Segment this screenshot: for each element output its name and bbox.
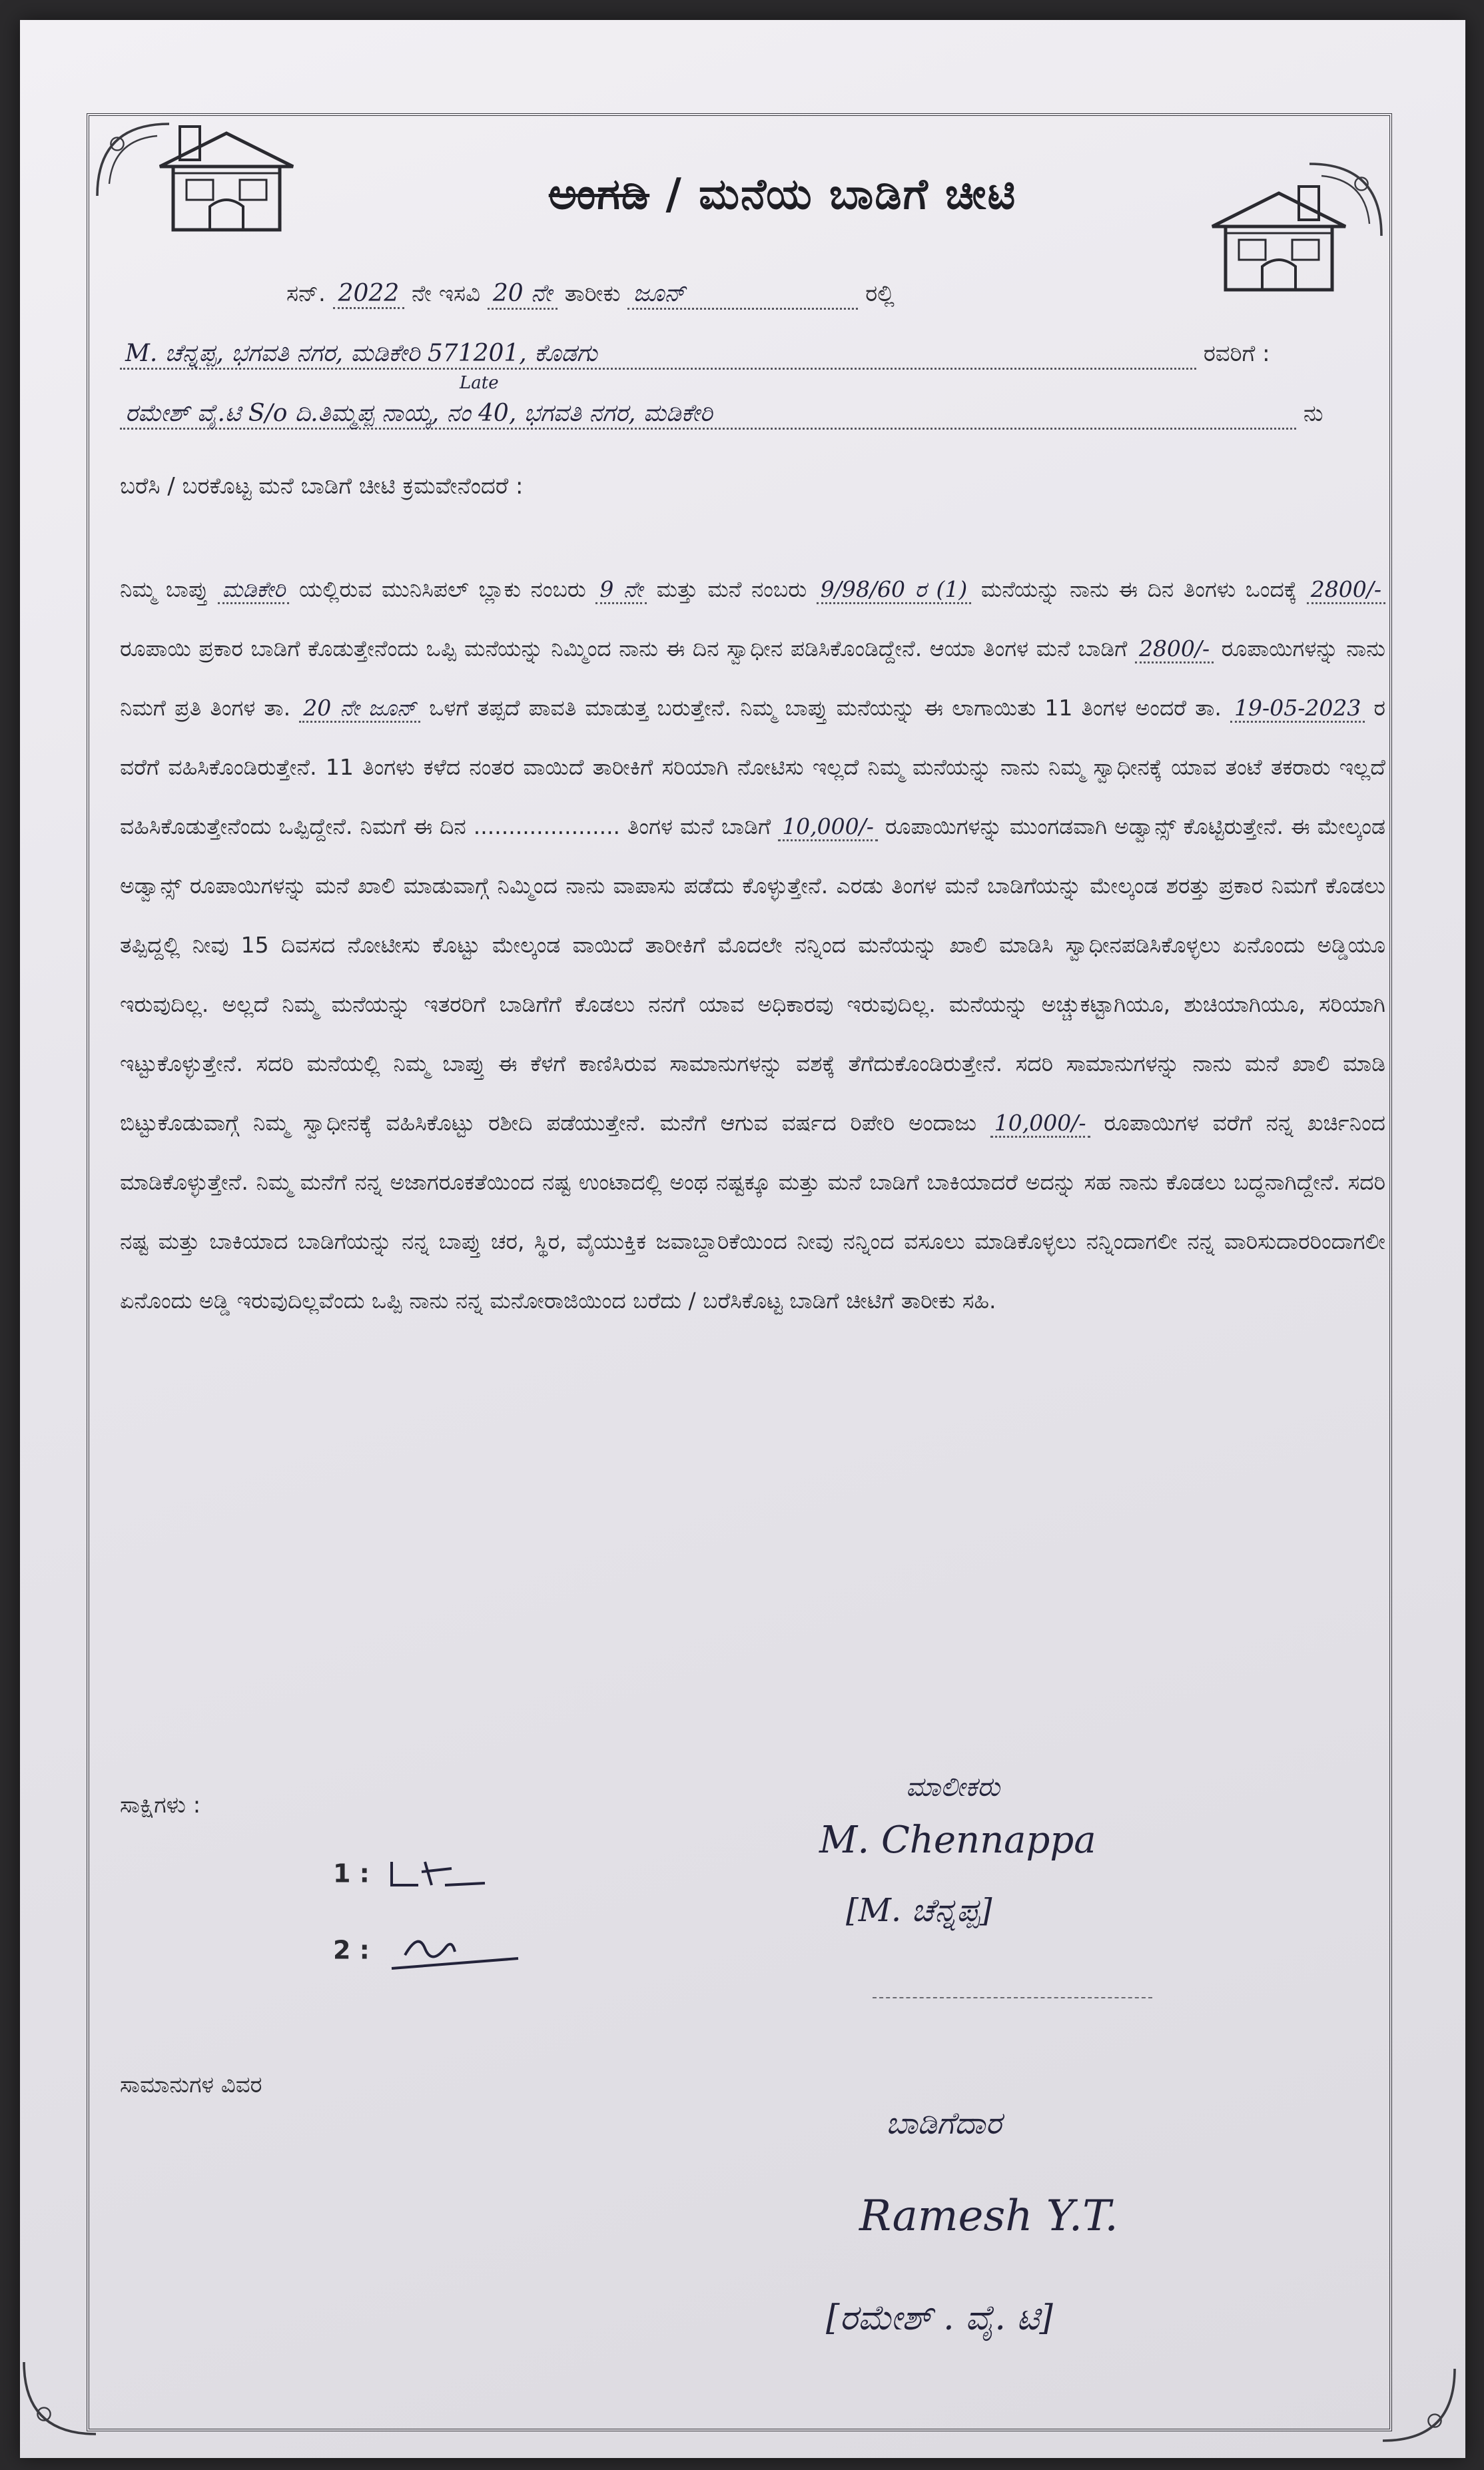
day-field[interactable]: 20 ನೇ bbox=[488, 280, 557, 310]
witness-label: ಸಾಕ್ಷಿಗಳು : bbox=[120, 1792, 201, 1819]
document-title bbox=[406, 170, 1159, 219]
rent-amount-field-2[interactable]: 2800/- bbox=[1135, 635, 1214, 663]
house-number-field[interactable]: 9/98/60 ರ (1) bbox=[817, 576, 972, 604]
owner-suffix: ರವರಿಗೆ : bbox=[1203, 340, 1270, 367]
body-text: ಮನೆಯನ್ನು ನಾನು ಈ ದಿನ ತಿಂಗಳು ಒಂದಕ್ಕೆ bbox=[980, 576, 1298, 602]
owner-address-field[interactable]: M. ಚೆನ್ನಪ್ಪ, ಭಗವತಿ ನಗರ, ಮಡಿಕೇರಿ 571201, ಕೊಡಗು bbox=[120, 340, 1196, 370]
items-label: ಸಾಮಾನುಗಳ ವಿವರ bbox=[120, 2072, 262, 2098]
date-label: ತಾರೀಕು bbox=[564, 280, 621, 307]
body-text: ಯಲ್ಲಿರುವ ಮುನಿಸಿಪಲ್ ಬ್ಲಾಕು ನಂಬರು bbox=[299, 576, 586, 602]
body-text: ರೂಪಾಯಿ ಪ್ರಕಾರ ಬಾಡಿಗೆ ಕೊಡುತ್ತೇನೆಂದು ಒಪ್ಪಿ ಮನೆಯನ್ನು ನಿಮ್ಮಿಂದ ನಾನು ಈ ದಿನ ಸ್ವಾಧೀನ ಪಡಿಸಿಕೊಂಡಿದ್ದೇನೆ. ಆಯಾ ತಿಂಗಳ ಮನೆ ಬಾಡಿಗೆ bbox=[120, 635, 1128, 661]
tenant-address-field[interactable]: ರಮೇಶ್ ವೈ.ಟಿ S/o ದಿ.ತಿಮ್ಮಪ್ಪ ನಾಯ್ಕ, ನಂ 40, ಭಗವತಿ ನಗರ, ಮಡಿಕೇರಿ bbox=[120, 400, 1296, 430]
corner-ornament-icon bbox=[1379, 2365, 1459, 2445]
witness-1 bbox=[333, 1855, 512, 1895]
signature-line bbox=[873, 1997, 1152, 1998]
agreement-body bbox=[120, 560, 1385, 1330]
late-note: Late bbox=[460, 373, 499, 393]
witness-1-label: 1 : bbox=[333, 1858, 370, 1888]
witness-1-signature-icon bbox=[378, 1855, 512, 1895]
due-date-field[interactable]: 20 ನೇ ಜೂನ್ bbox=[299, 695, 420, 723]
body-text: ರೂಪಾಯಿಗಳ ವರೆಗೆ ನನ್ನ ಖರ್ಚಿನಿಂದ ಮಾಡಿಕೊಳ್ಳುತ್ತೇನೆ. ನಿಮ್ಮ ಮನೆಗೆ ನನ್ನ ಅಜಾಗರೂಕತೆಯಿಂದ ನಷ್ಟ ಉಂಟಾದಲ್ಲಿ ಅಂಥ ನಷ್ಟಕ್ಕೂ ಮತ್ತು ಮನೆ ಬಾಡಿಗೆ ಬಾಕಿಯಾದರೆ ಅದನ್ನು ಸಹ ನಾನು ಕೊಡಲು ಬದ್ಧನಾಗಿದ್ದೇನೆ. ಸದರಿ ನಷ್ಟ ಮತ್ತು ಬಾಕಿಯಾದ ಬಾಡಿಗೆಯನ್ನು ನನ್ನ ಬಾಪ್ತು ಚರ, ಸ್ಥಿರ, ವೈಯುಕ್ತಿಕ ಜವಾಬ್ದಾರಿಕೆಯಿಂದ ನೀವು ನನ್ನಿಂದ ವಸೂಲು ಮಾಡಿಕೊಳ್ಳಲು ನನ್ನಿಂದಾಗಲೀ ನನ್ನ ವಾರಿಸುದಾರರಿಂದಾಗಲೀ ಏನೊಂದು ಅಡ್ಡಿ ಇರುವುದಿಲ್ಲವೆಂದು ಒಪ್ಪಿ ನಾನು ನನ್ನ ಮನೋರಾಜಿಯಿಂದ ಬರೆದು / ಬರೆಸಿಕೊಟ್ಟ ಬಾಡಿಗೆ ಚೀಟಿಗೆ ತಾರೀಕು ಸಹಿ. bbox=[120, 1110, 1386, 1314]
owner-name: [M. ಚೆನ್ನಪ್ಪ] bbox=[846, 1892, 992, 1929]
month-label: ನೇ ಇಸವಿ bbox=[412, 280, 480, 307]
tenant-suffix: ನು bbox=[1303, 400, 1323, 427]
tenant-row bbox=[120, 400, 1385, 430]
date-row: ಸನ್. 2022 ನೇ ಇಸವಿ 20 ನೇ ತಾರೀಕು ಜೂನ್ ರಲ್ಲಿ bbox=[286, 280, 1465, 310]
year-label: ಸನ್ bbox=[286, 280, 318, 307]
body-text: ರ ವರೆಗೆ ವಹಿಸಿಕೊಂಡಿರುತ್ತೇನೆ. 11 ತಿಂಗಳು ಕಳೆದ ನಂತರ ವಾಯಿದೆ ತಾರೀಕಿಗೆ ಸರಿಯಾಗಿ ನೋಟಿಸು ಇಲ್ಲದೆ ನಿಮ್ಮ ಮನೆಯನ್ನು ನಾನು ನಿಮ್ಮ ಸ್ವಾಧೀನಕ್ಕೆ ಯಾವ ತಂಟೆ ತಕರಾರು ಇಲ್ಲದೆ ವಹಿಸಿಕೊಡುತ್ತೇನೆಂದು ಒಪ್ಪಿದ್ದೇನೆ. ನಿಮಗೆ ಈ ದಿನ ..................... ತಿಂಗಳ ಮನೆ ಬಾಡಿಗೆ bbox=[120, 695, 1385, 839]
house-icon bbox=[153, 120, 300, 233]
block-number-field[interactable]: 9 ನೇ bbox=[595, 576, 647, 604]
place-field[interactable]: ಮಡಿಕೇರಿ bbox=[218, 576, 289, 604]
rent-amount-field[interactable]: 2800/- bbox=[1307, 576, 1385, 604]
tenant-name: [ರಮೇಶ್ . ವೈ. ಟಿ] bbox=[826, 2298, 1053, 2338]
body-text: ರೂಪಾಯಿಗಳನ್ನು ಮುಂಗಡವಾಗಿ ಅಡ್ವಾನ್ಸ್ ಕೊಟ್ಟಿರುತ್ತೇನೆ. ಈ ಮೇಲ್ಕಂಡ ಅಡ್ವಾನ್ಸ್ ರೂಪಾಯಿಗಳನ್ನು ಮನೆ ಖಾಲಿ ಮಾಡುವಾಗ್ಗೆ ನಿಮ್ಮಿಂದ ನಾನು ವಾಪಾಸು ಪಡೆದು ಕೊಳ್ಳುತ್ತೇನೆ. ಎರಡು ತಿಂಗಳ ಮನೆ ಬಾಡಿಗೆಯನ್ನು ಮೇಲ್ಕಂಡ ಶರತ್ತು ಪ್ರಕಾರ ನಿಮಗೆ ಕೊಡಲು ತಪ್ಪಿದ್ದಲ್ಲಿ ನೀವು 15 ದಿವಸದ ನೋಟೀಸು ಕೊಟ್ಟು ಮೇಲ್ಕಂಡ ವಾಯಿದೆ ತಾರೀಕಿಗೆ ಮೊದಲೇ ನನ್ನಿಂದ ಮನೆಯನ್ನು ಖಾಲಿ ಮಾಡಿಸಿ ಸ್ವಾಧೀನಪಡಿಸಿಕೊಳ್ಳಲು ಏನೊಂದು ಅಡ್ಡಿಯೂ ಇರುವುದಿಲ್ಲ. ಅಲ್ಲದೆ ನಿಮ್ಮ ಮನೆಯನ್ನು ಇತರರಿಗೆ ಬಾಡಿಗೆಗೆ ಕೊಡಲು ನನಗೆ ಯಾವ ಅಧಿಕಾರವು ಇರುವುದಿಲ್ಲ. ಮನೆಯನ್ನು ಅಚ್ಚುಕಟ್ಟಾಗಿಯೂ, ಶುಚಿಯಾಗಿಯೂ, ಸರಿಯಾಗಿ ಇಟ್ಟುಕೊಳ್ಳುತ್ತೇನೆ. ಸದರಿ ಮನೆಯಲ್ಲಿ ನಿಮ್ಮ ಬಾಪ್ತು ಈ ಕೆಳಗೆ ಕಾಣಿಸಿರುವ ಸಾಮಾನುಗಳನ್ನು ವಶಕ್ಕೆ ತೆಗೆದುಕೊಂಡಿರುತ್ತೇನೆ. ಸದರಿ ಸಾಮಾನುಗಳನ್ನು ನಾನು ಮನೆ ಖಾಲಿ ಮಾಡಿ ಬಿಟ್ಟುಕೊಡುವಾಗ್ಗೆ ನಿಮ್ಮ ಸ್ವಾಧೀನಕ್ಕೆ ವಹಿಸಿಕೊಟ್ಟು ರಶೀದಿ ಪಡೆಯುತ್ತೇನೆ. ಮನೆಗೆ ಆಗುವ ವರ್ಷದ ರಿಪೇರಿ ಅಂದಾಜು bbox=[120, 813, 1385, 1136]
repair-estimate-field[interactable]: 10,000/- bbox=[990, 1110, 1090, 1138]
tenant-signature: Ramesh Y.T. bbox=[859, 2192, 1118, 2241]
witness-2-label: 2 : bbox=[333, 1935, 370, 1965]
witness-2 bbox=[333, 1928, 538, 1975]
title-struck-word: ಅಂಗಡಿ bbox=[548, 170, 650, 219]
body-text: ನಿಮ್ಮ ಬಾಪ್ತು bbox=[120, 576, 208, 602]
month-field[interactable]: ಜೂನ್ bbox=[627, 280, 858, 310]
body-text: ರೂಪಾಯಿಗಳನ್ನು ನಾನು ನಿಮಗೆ ಪ್ರತಿ ತಿಂಗಳ ತಾ. bbox=[120, 635, 1386, 721]
end-date-field[interactable]: 19-05-2023 bbox=[1230, 695, 1365, 723]
owner-signature: M. Chennappa bbox=[819, 1819, 1096, 1862]
advance-field[interactable]: 10,000/- bbox=[778, 813, 878, 841]
title-rest: / ಮನೆಯ ಬಾಡಿಗೆ ಚೀಟಿ bbox=[649, 170, 1017, 219]
corner-ornament-icon bbox=[20, 2358, 100, 2438]
year-field[interactable]: 2022 bbox=[333, 280, 405, 309]
tenant-role: ಬಾಡಿಗೆದಾರ bbox=[886, 2105, 1002, 2141]
intro-line: ಬರೆಸಿ / ಬರಕೊಟ್ಟ ಮನೆ ಬಾಡಿಗೆ ಚೀಟಿ ಕ್ರಮವೇನೆಂದರೆ : bbox=[120, 473, 524, 500]
body-text: ಮತ್ತು ಮನೆ ನಂಬರು bbox=[656, 576, 807, 602]
rental-agreement-sheet bbox=[20, 20, 1465, 2458]
owner-row bbox=[120, 340, 1385, 370]
witness-2-signature-icon bbox=[378, 1928, 538, 1975]
body-text: ಒಳಗೆ ತಪ್ಪದೆ ಪಾವತಿ ಮಾಡುತ್ತ ಬರುತ್ತೇನೆ. ನಿಮ್ಮ ಬಾಪ್ತು ಮನೆಯನ್ನು ಈ ಲಾಗಾಯಿತು 11 ತಿಂಗಳ ಅಂದರೆ ತಾ. bbox=[429, 695, 1222, 721]
house-icon bbox=[1206, 180, 1352, 293]
owner-role: ಮಾಲೀಕರು bbox=[906, 1772, 1000, 1803]
date-suffix: ರಲ್ಲಿ bbox=[865, 280, 895, 307]
